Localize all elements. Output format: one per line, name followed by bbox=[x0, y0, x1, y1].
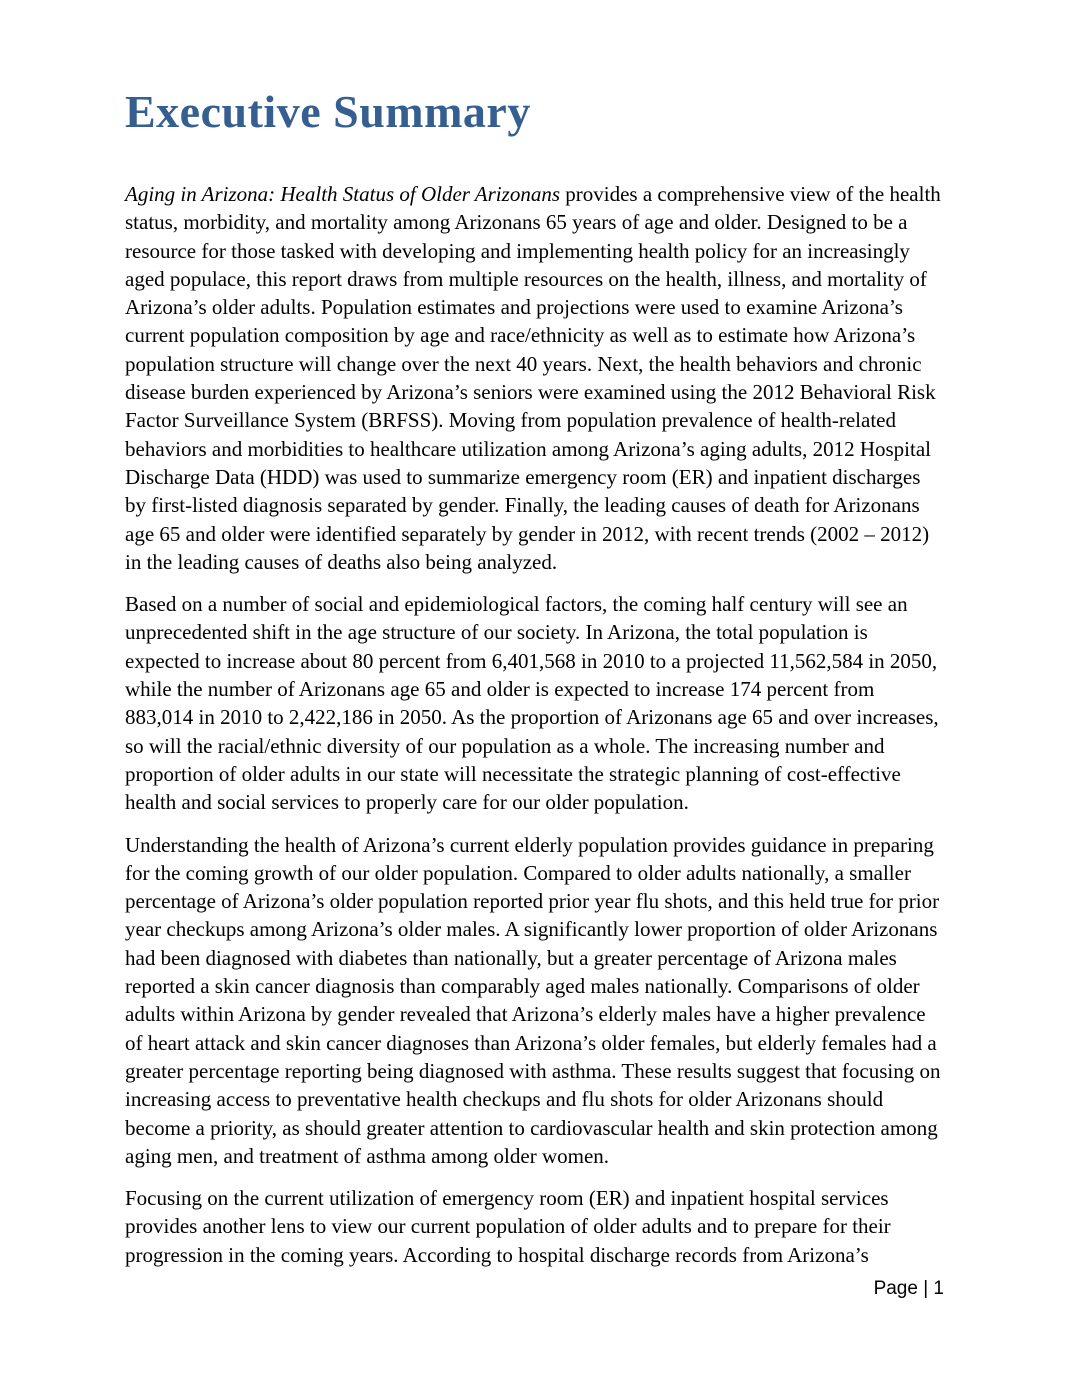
page-number: Page | 1 bbox=[873, 1278, 944, 1299]
paragraph-overview bbox=[125, 180, 945, 576]
report-name-italic: Aging in Arizona: Health Status of Older Arizonans bbox=[125, 182, 560, 206]
page-title: Executive Summary bbox=[125, 86, 531, 137]
paragraph-health-comparisons: Understanding the health of Arizona’s current elderly population provides guidance in preparing for the coming growth of our older population. Compared to older adults nationally, a smaller percentage of Arizona’s older population reported prior year flu shots, and this held true for prior year checkups among Arizona’s older males. A significantly lower proportion of older Arizonans had been diagnosed with diabetes than nationally, but a greater percentage of Arizona males reported a skin cancer diagnosis than comparably aged males nationally. Comparisons of older adults within Arizona by gender revealed that Arizona’s elderly males have a higher prevalence of heart attack and skin cancer diagnoses than Arizona’s older females, but elderly females had a greater percentage reporting being diagnosed with asthma. These results suggest that focusing on increasing access to preventative health checkups and flu shots for older Arizonans should become a priority, as should greater attention to cardiovascular health and skin protection among aging men, and treatment of asthma among older women. bbox=[125, 832, 941, 1168]
paragraph-er-utilization: Focusing on the current utilization of emergency room (ER) and inpatient hospital services provides another lens to view our current population of older adults and to prepare for their progression in the coming years. According to hospital discharge records from Arizona’s bbox=[125, 1186, 891, 1267]
paragraph-overview-text: provides a comprehensive view of the health status, morbidity, and mortality among Arizonans 65 years of age and older. Designed to be a resource for those tasked with developing and implementing health policy for an increasingly aged populace, this report draws from multiple resources on the health, illness, and mortality of Arizona’s older adults. Population estimates and projections were used to examine Arizona’s current population composition by age and race/ethnicity as well as to estimate how Arizona’s population structure will change over the next 40 years. Next, the health behaviors and chronic disease burden experienced by Arizona’s seniors were examined using the 2012 Behavioral Risk Factor Surveillance System (BRFSS). Moving from population prevalence of health-related behaviors and morbidities to healthcare utilization among Arizona’s aging adults, 2012 Hospital Discharge Data (HDD) was used to summarize emergency room (ER) and inpatient discharges by first-listed diagnosis separated by gender. Finally, the leading causes of death for Arizonans age 65 and older were identified separately by gender in 2012, with recent trends (2002 – 2012) in the leading causes of deaths also being analyzed. bbox=[125, 182, 941, 574]
paragraph-population-shift: Based on a number of social and epidemiological factors, the coming half century will see an unprecedented shift in the age structure of our society. In Arizona, the total population is expected to increase about 80 percent from 6,401,568 in 2010 to a projected 11,562,584 in 2050, while the number of Arizonans age 65 and older is expected to increase 174 percent from 883,014 in 2010 to 2,422,186 in 2050. As the proportion of Arizonans age 65 and over increases, so will the racial/ethnic diversity of our population as a whole. The increasing number and proportion of older adults in our state will necessitate the strategic planning of cost-effective health and social services to properly care for our older population. bbox=[125, 592, 939, 815]
